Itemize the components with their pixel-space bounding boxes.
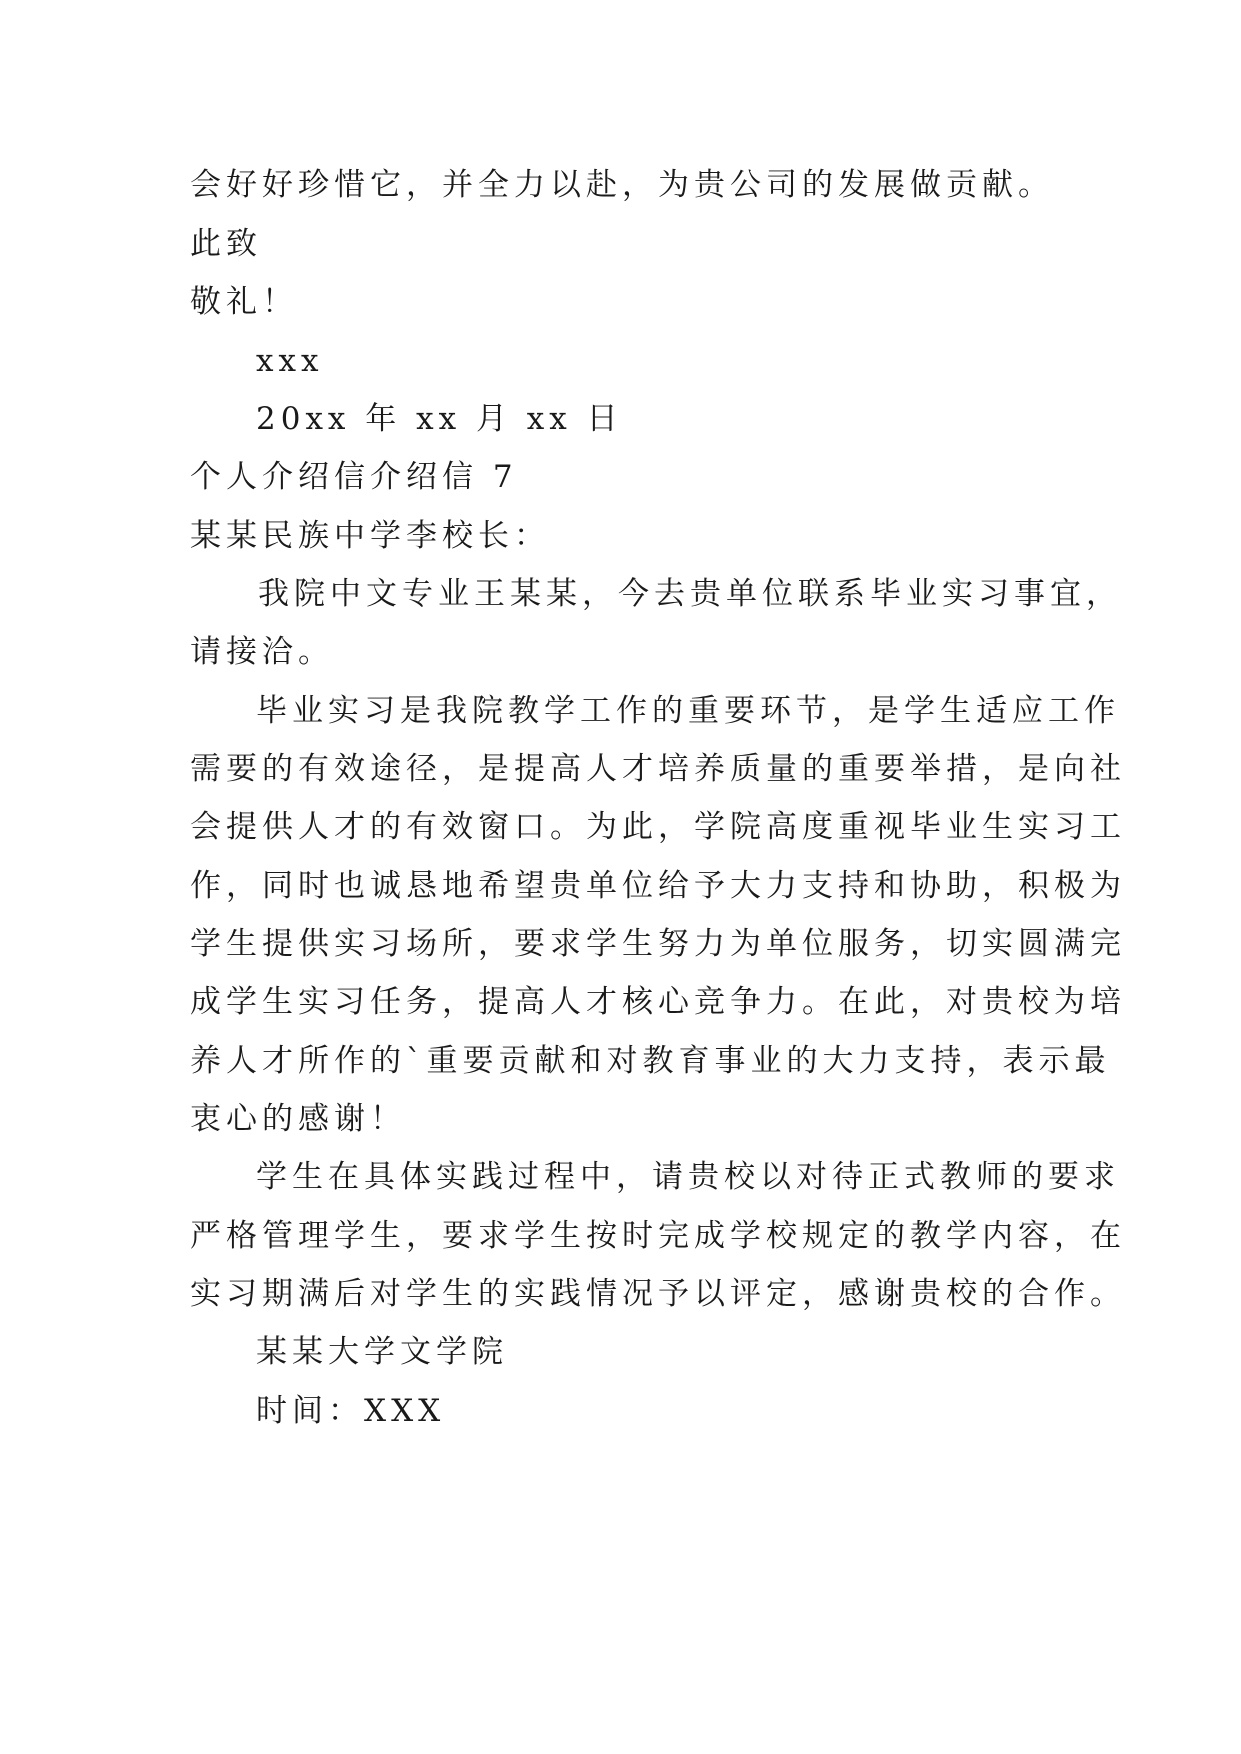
paragraph-2-line-6: 成学生实习任务，提高人才核心竞争力。在此，对贵校为培 — [190, 984, 1126, 1020]
paragraph-2-line-3: 会提供人才的有效窗口。为此，学院高度重视毕业生实习工 — [190, 809, 1126, 845]
sender-organization: 某某大学文学院 — [256, 1334, 508, 1370]
paragraph-2-line-8: 衷心的感谢！ — [190, 1101, 406, 1137]
text-line-salutation-cizhi: 此致 — [190, 226, 262, 262]
letter-recipient: 某某民族中学李校长： — [190, 518, 550, 554]
section-title: 个人介绍信介绍信 7 — [190, 459, 518, 495]
paragraph-2-line-4: 作，同时也诚恳地希望贵单位给予大力支持和协助，积极为 — [190, 868, 1126, 904]
paragraph-3-line-2: 严格管理学生，要求学生按时完成学校规定的教学内容，在 — [190, 1218, 1126, 1254]
paragraph-2-line-1: 毕业实习是我院教学工作的重要环节，是学生适应工作 — [256, 693, 1120, 729]
paragraph-2-line-2: 需要的有效途径，是提高人才培养质量的重要举措，是向社 — [190, 751, 1126, 787]
text-line-salutation-jingli: 敬礼！ — [190, 284, 298, 320]
paragraph-1-line-1: 我院中文专业王某某，今去贵单位联系毕业实习事宜， — [258, 576, 1122, 612]
paragraph-2-line-5: 学生提供实习场所，要求学生努力为单位服务，切实圆满完 — [190, 926, 1126, 962]
paragraph-3-line-1: 学生在具体实践过程中，请贵校以对待正式教师的要求 — [256, 1159, 1120, 1195]
text-line-closing-sentence: 会好好珍惜它，并全力以赴，为贵公司的发展做贡献。 — [190, 167, 1054, 203]
paragraph-3-line-3: 实习期满后对学生的实践情况予以评定，感谢贵校的合作。 — [190, 1276, 1126, 1312]
paragraph-2-line-7: 养人才所作的`重要贡献和对教育事业的大力支持，表示最 — [190, 1043, 1111, 1079]
signature-name: xxx — [256, 343, 324, 379]
sender-date: 时间：XXX — [256, 1393, 446, 1429]
paragraph-1-line-2: 请接洽。 — [190, 634, 334, 670]
signature-date: 20xx 年 xx 月 xx 日 — [256, 401, 623, 437]
